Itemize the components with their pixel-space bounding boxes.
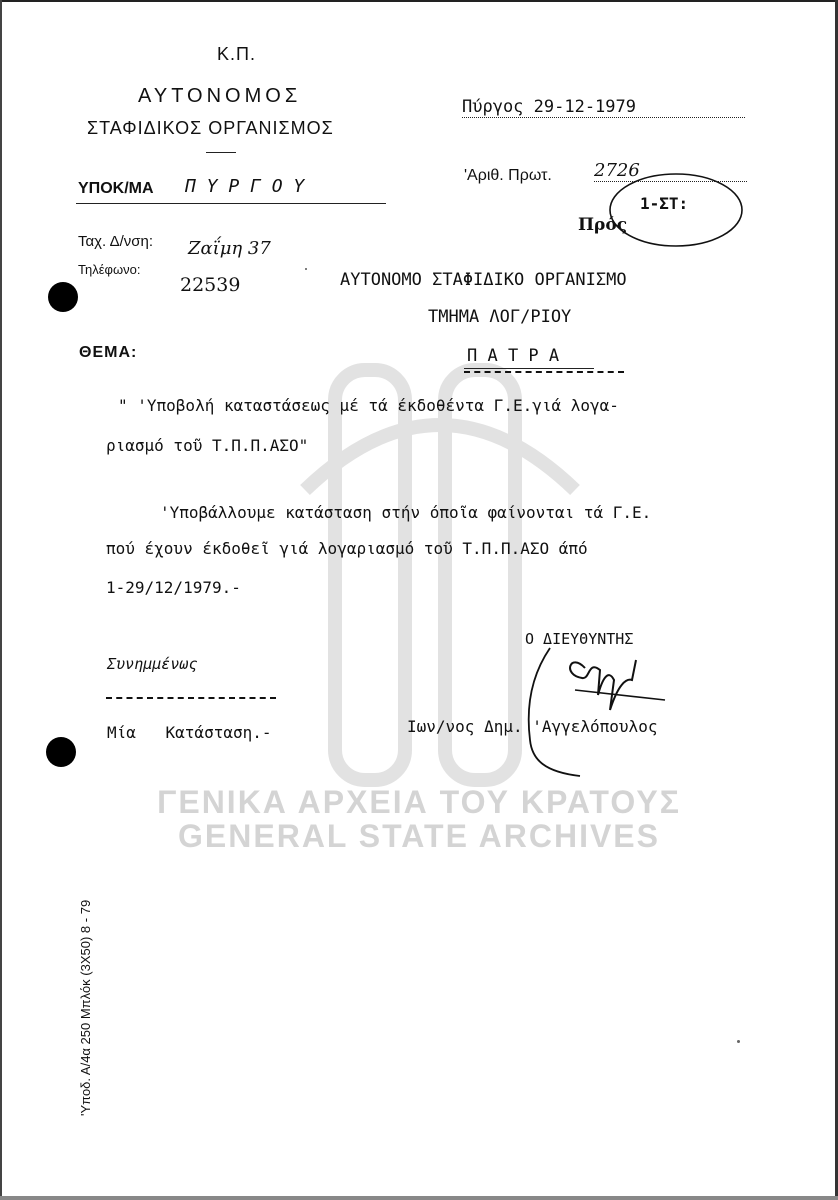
director-title: Ο ΔΙΕΥΘΥΝΤΗΣ [525,630,634,648]
watermark-english: GENERAL STATE ARCHIVES [178,818,660,854]
org-name-line1: ΑΥΤΟΝΟΜΟΣ [138,85,302,107]
address-value: Ζαΐμη 37 [188,238,271,259]
branch-value: Π Υ Ρ Γ Ο Υ [185,176,305,197]
body-line3: 1-29/12/1979.- [106,578,241,597]
protocol-label: 'Αριθ. Πρωτ. [464,167,552,184]
header-rule [206,152,236,153]
recipient-dash-underline [464,371,624,373]
to-label: Πρός [578,215,628,235]
enclosed-label: Συνημμένως [107,655,198,673]
scan-edge-bottom [0,1196,838,1200]
director-name: Ιων/νος Δημ. 'Αγγελόπουλος [407,717,658,736]
recipient-line1: ΑΥΤΟΝΟΜΟ ΣΤΑΦΙΔΙΚΟ ΟΡΓΑΝΙΣΜΟ [340,270,627,290]
branch-label: ΥΠΟΚ/ΜΑ [78,180,154,197]
scan-speck [737,1040,740,1043]
watermark-greek: ΓΕΝΙΚΑ ΑΡΧΕΙΑ ΤΟΥ ΚΡΑΤΟΥΣ [157,784,681,820]
body-line1: 'Υποβάλλουμε κατάσταση στήν όποῖα φαίνονται τά Γ.Ε. [160,503,652,522]
stamp-code: 1-ΣΤ: [640,194,689,213]
recipient-underline [464,368,594,369]
body-line2: πού έχουν έκδοθεῖ γιά λογαριασμό τοῦ Τ.Π.Π.ΑΣΟ άπό [106,539,588,558]
punch-hole-top [48,282,78,312]
recipient-line3: Π Α Τ Ρ Α [467,346,560,366]
subject-label: ΘΕΜΑ: [79,344,138,361]
place-date: Πύργος 29-12-1979 [462,97,745,118]
director-signature [490,640,730,780]
enclosed-item: Μία Κατάσταση.- [107,723,272,742]
subject-line1: " 'Υποβολή καταστάσεως μέ τά έκδοθέντα Γ.Ε.γιά λογα- [118,396,619,415]
org-name-line2: ΣΤΑΦΙΔΙΚΟΣ ΟΡΓΑΝΙΣΜΟΣ [87,118,334,138]
recipient-line2: ΤΜΗΜΑ ΛΟΓ/ΡΙΟΥ [428,307,572,327]
branch-underline [76,203,386,204]
subject-line2: ριασμό τοῦ Τ.Π.Π.ΑΣΟ" [106,436,309,455]
print-info-vertical: 'Υποδ. Α/4α 250 Μπλόκ (3Χ50) 8 - 79 [78,899,93,1116]
scan-speck [305,268,307,270]
scan-edge-top [0,0,838,2]
kp-label: Κ.Π. [217,44,257,64]
phone-value: 22539 [180,274,241,296]
enclosed-dash-rule [106,697,276,699]
scan-edge-left [0,0,2,1200]
address-label: Ταχ. Δ/νση: [78,233,154,250]
phone-label: Τηλέφωνο: [78,262,141,277]
punch-hole-bottom [46,737,76,767]
protocol-number: 2726 [594,160,747,182]
